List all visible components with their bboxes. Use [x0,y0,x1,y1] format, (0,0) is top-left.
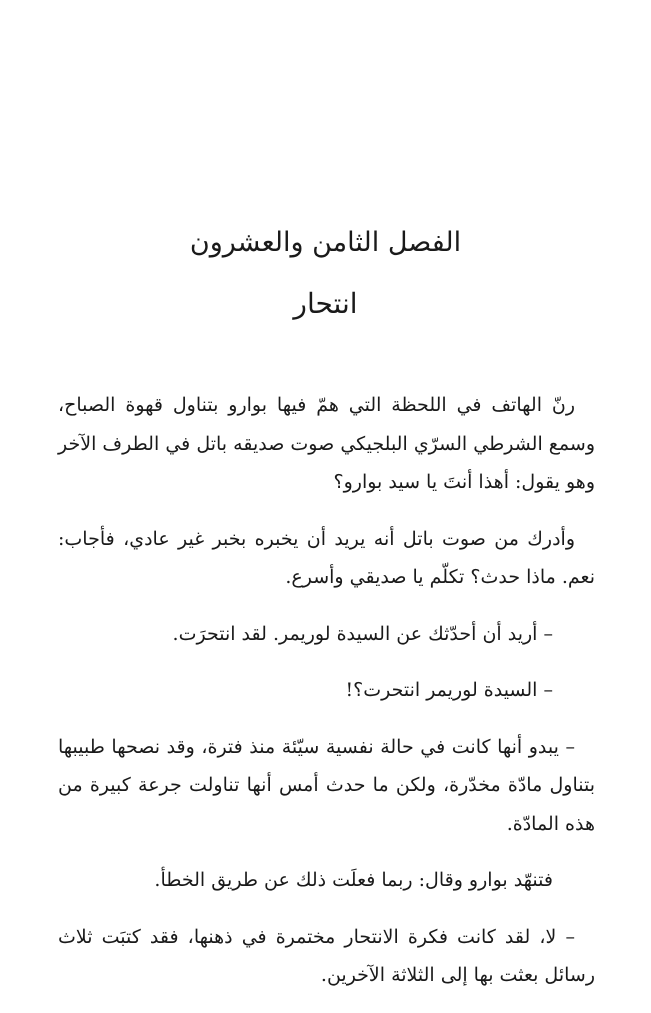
paragraph: رنّ الهاتف في اللحظة التي همّ فيها بوارو بتناول قهوة الصباح، وسمع الشرطي السرّي البلجيكي صوت صديقه باتل في الطرف الآخر وهو يقول: أهذا أنتَ يا سيد بوارو؟ [58,394,595,493]
dialogue-line: – السيدة لوريمر انتحرت؟! [345,679,553,701]
chapter-number-heading: الفصل الثامن والعشرون [189,227,462,258]
dialogue-paragraph: – يبدو أنها كانت في حالة نفسية سيّئة منذ فترة، وقد نصحها طبيبها بتناول مادّة مخدّرة، ولكن ما حدث أمس أنها تناولت جرعة كبيرة من هذه المادّة. [58,735,595,835]
dialogue-paragraph: – لا، لقد كانت فكرة الانتحار مختمرة في ذهنها، فقد كتبَت ثلاث رسائل بعثت بها إلى الثلاثة الآخرين. [58,925,595,986]
paragraph: وأدرك من صوت باتل أنه يريد أن يخبره بخبر غير عادي، فأجاب: نعم. ماذا حدث؟ تكلّم يا صديقي وأسرع. [58,527,595,588]
dialogue-line: – أريد أن أحدّثك عن السيدة لوريمر. لقد انتحرَت. [172,622,553,645]
chapter-body [58,386,595,1013]
chapter-title-heading: انتحار [293,287,358,320]
paragraph: فتنهّد بوارو وقال: ربما فعلَت ذلك عن طريق الخطأ. [154,869,553,891]
